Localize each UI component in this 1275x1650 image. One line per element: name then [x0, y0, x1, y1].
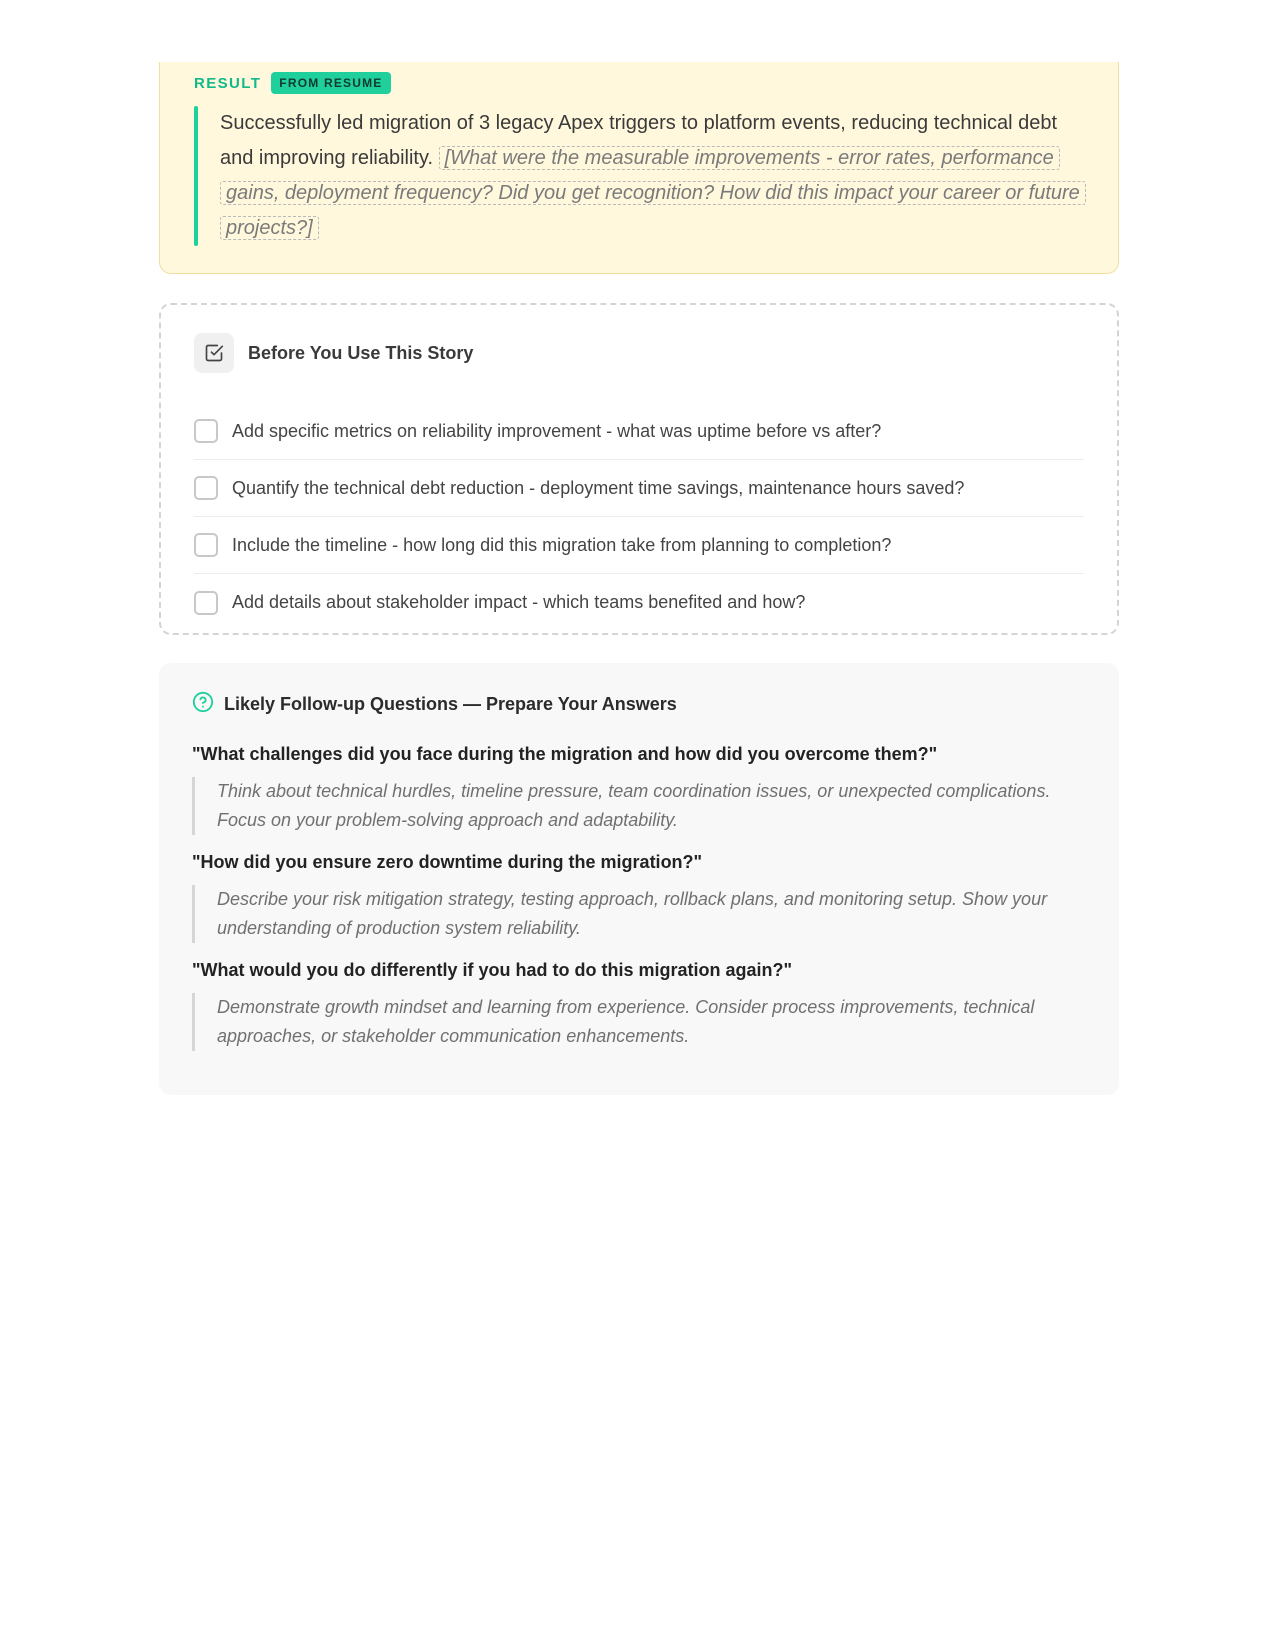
follow-up-question: "What challenges did you face during the migration and how did you overcome them?" [192, 744, 938, 764]
checklist-checkbox[interactable] [194, 533, 218, 557]
follow-up-question: "What would you do differently if you had to do this migration again?" [192, 960, 793, 980]
follow-up-hint: Demonstrate growth mindset and learning from experience. Consider process improvements, technical approaches, or stakeholder communication enhancements. [192, 993, 1072, 1051]
follow-up-hint: Describe your risk mitigation strategy, testing approach, rollback plans, and monitoring setup. Show your understanding of production system reliability. [192, 885, 1072, 943]
follow-up-item [192, 743, 1072, 835]
checklist-item-label: Include the timeline - how long did this migration take from planning to completion? [232, 534, 892, 555]
checklist-item[interactable] [194, 403, 1084, 460]
result-label: RESULT [194, 74, 262, 92]
checklist-title: Before You Use This Story [248, 342, 474, 363]
checklist-checkbox[interactable] [194, 476, 218, 500]
checklist-item-label: Add specific metrics on reliability improvement - what was uptime before vs after? [232, 420, 882, 441]
checklist-item[interactable] [194, 574, 1084, 631]
checklist-item-label: Add details about stakeholder impact - which teams benefited and how? [232, 592, 806, 612]
checklist-item[interactable] [194, 517, 1084, 574]
from-resume-badge: FROM RESUME [271, 72, 390, 94]
checklist-header [194, 333, 473, 373]
follow-up-item [192, 851, 1072, 943]
result-header [194, 72, 391, 94]
follow-up-header [192, 691, 677, 718]
checklist-items [194, 403, 1084, 631]
help-circle-icon [192, 691, 214, 718]
checkbox-icon [194, 333, 234, 373]
checklist-checkbox[interactable] [194, 591, 218, 615]
follow-up-item [192, 959, 1072, 1051]
follow-up-hint: Think about technical hurdles, timeline pressure, team coordination issues, or unexpected complications. Focus on your problem-solving approach and adaptability. [192, 777, 1072, 835]
follow-up-title: Likely Follow-up Questions — Prepare Your Answers [224, 694, 677, 714]
checklist-item[interactable] [194, 460, 1084, 517]
checklist-item-label: Quantify the technical debt reduction - deployment time savings, maintenance hours saved? [232, 477, 965, 498]
checklist-checkbox[interactable] [194, 419, 218, 443]
result-accent-bar [194, 106, 198, 246]
before-you-use-checklist [159, 303, 1119, 635]
follow-up-list [192, 743, 1072, 1067]
result-statement: Successfully led migration of 3 legacy Apex triggers to platform events, reducing technical debt and improving reliability. [220, 112, 1058, 169]
result-placeholder-prompt[interactable]: [What were the measurable improvements - error rates, performance gains, deployment frequency? Did you get recognition? How did this impact your career or future projects?] [220, 146, 1086, 240]
follow-up-question: "How did you ensure zero downtime during the migration?" [192, 852, 703, 872]
result-section [159, 62, 1119, 274]
result-text [220, 106, 1088, 246]
follow-up-questions [159, 663, 1119, 1095]
